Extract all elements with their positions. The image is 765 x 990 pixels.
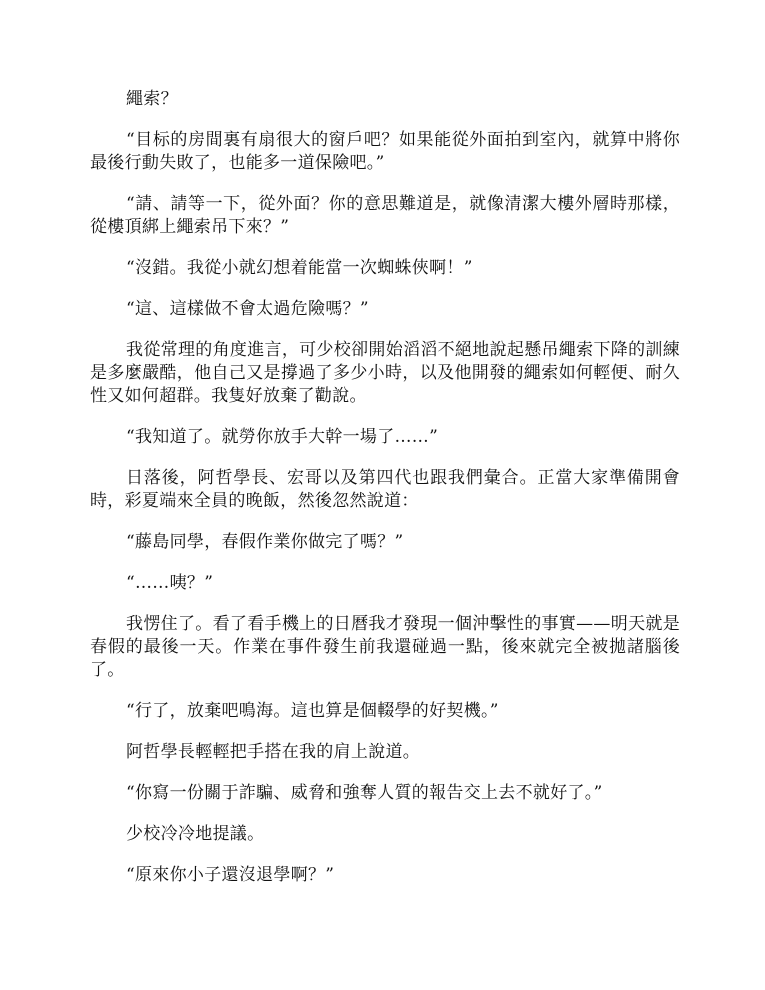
paragraph: 少校冷冷地提議。 [126, 824, 265, 844]
paragraph: “這、這樣做不會太過危險嗎？” [126, 299, 369, 319]
paragraph: 我愣住了。看了看手機上的日曆我才發現一個沖擊性的事實——明天就是春假的最後一天。作業在事件發生前我還碰過一點，後來就完全被拋諸腦後了。 [90, 614, 680, 680]
paragraph: “……咦？” [126, 573, 214, 593]
body-text [90, 88, 680, 905]
paragraph: “我知道了。就勞你放手大幹一場了……” [126, 427, 439, 447]
paragraph: “沒錯。我從小就幻想着能當一次蜘蛛俠啊！” [126, 258, 473, 278]
paragraph: “請、請等一下，從外面？你的意思難道是，就像清潔大樓外層時那樣，從樓頂綁上繩索吊下來？” [90, 194, 680, 237]
paragraph: “你寫一份關于詐騙、威脅和強奪人質的報告交上去不就好了。” [126, 783, 603, 803]
paragraph: 阿哲學長輕輕把手搭在我的肩上說道。 [126, 742, 421, 762]
paragraph: “行了，放棄吧鳴海。這也算是個輟學的好契機。” [126, 701, 499, 721]
paragraph: “目标的房間裏有扇很大的窗戶吧？如果能從外面拍到室內，就算中將你最後行動失敗了，也能多一道保險吧。” [90, 130, 680, 173]
paragraph: 我從常理的角度進言，可少校卻開始滔滔不絕地說起懸吊繩索下降的訓練是多麼嚴酷，他自己又是撐過了多少小時，以及他開發的繩索如何輕便、耐久性又如何超群。我隻好放棄了勸說。 [90, 340, 680, 406]
paragraph: “原來你小子還沒退學啊？” [126, 865, 335, 885]
paragraph: “藤島同學，春假作業你做完了嗎？” [126, 532, 404, 552]
paragraph: 日落後，阿哲學長、宏哥以及第四代也跟我們彙合。正當大家準備開會時，彩夏端來全員的晚飯，然後忽然說道： [90, 468, 680, 511]
paragraph: 繩索？ [126, 89, 178, 109]
